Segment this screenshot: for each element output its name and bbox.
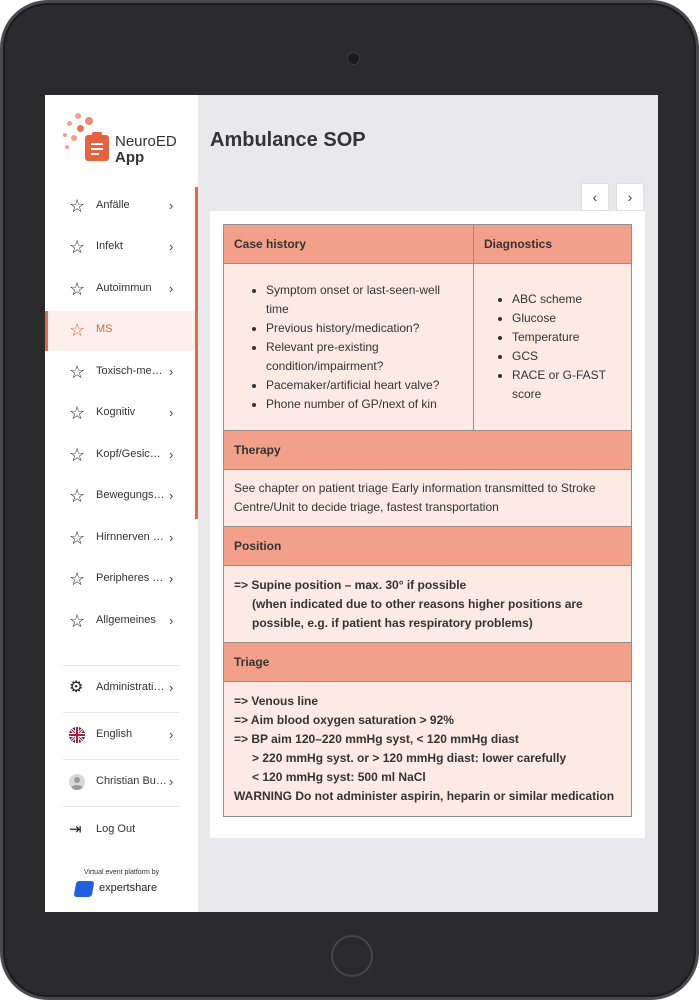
list-item: • Symptom onset or last-seen-well time: [266, 281, 463, 319]
gear-icon: ⚙: [69, 679, 84, 696]
triage-header: Triage: [224, 643, 632, 682]
triage-line: => Venous line: [234, 694, 319, 708]
star-icon: ☆: [69, 320, 86, 340]
chevron-right-icon: ›: [169, 281, 174, 296]
language-item[interactable]: [45, 716, 195, 756]
sidebar-item-label: Kognitiv: [96, 406, 136, 418]
powered-by-text: Virtual event platform by: [83, 869, 160, 876]
logo-title: NeuroED: [115, 133, 177, 150]
home-button[interactable]: [331, 935, 373, 977]
chevron-right-icon: ›: [169, 447, 174, 462]
chevron-right-icon: ›: [169, 613, 174, 628]
sidebar-item-label: Hirnnerven …: [96, 531, 164, 543]
expertshare-mark-icon: [74, 881, 95, 897]
list-item: • ABC scheme: [512, 290, 621, 309]
logout-icon: ⇥: [69, 821, 82, 838]
sop-table: [223, 224, 632, 817]
sidebar-item-label: Bewegungs…: [96, 489, 165, 501]
star-icon: ☆: [69, 528, 86, 548]
triage-line: > 220 mmHg syst. or > 120 mmHg diast: lower carefully: [252, 751, 567, 765]
position-note: (when indicated due to other reasons higher positions are possible, e.g. if patient has respiratory problems): [252, 596, 583, 630]
position-header: Position: [224, 527, 632, 566]
case-history-header: Case history: [224, 225, 474, 264]
user-item[interactable]: [45, 763, 195, 803]
page-title: Ambulance SOP: [210, 129, 366, 151]
list-item: • Temperature: [512, 328, 621, 347]
triage-line: => BP aim 120–220 mmHg syst, < 120 mmHg diast: [234, 732, 519, 746]
case-history-list: [234, 281, 463, 414]
star-icon: ☆: [69, 196, 86, 216]
star-icon: ☆: [69, 569, 86, 589]
chevron-right-icon: ›: [627, 189, 633, 205]
sidebar-item-infekt[interactable]: [45, 228, 195, 268]
main-content: [198, 95, 658, 912]
diagnostics-cell: [474, 264, 632, 431]
chevron-right-icon: ›: [169, 239, 174, 254]
camera: [347, 52, 360, 65]
avatar: [69, 774, 85, 790]
chevron-right-icon: ›: [169, 405, 174, 420]
chevron-left-icon: ‹: [592, 189, 598, 205]
logout-item[interactable]: [45, 811, 195, 851]
sop-card: [210, 211, 645, 838]
list-item: • Phone number of GP/next of kin: [266, 395, 463, 414]
star-icon: ☆: [69, 611, 86, 631]
divider: [63, 665, 179, 666]
chevron-right-icon: ›: [169, 530, 174, 545]
sidebar-item-label: Toxisch-me…: [96, 365, 163, 377]
chevron-right-icon: ›: [169, 727, 174, 742]
next-page-button[interactable]: [616, 183, 644, 211]
warning-label: WARNING: [234, 789, 292, 803]
sidebar-item-kognitiv[interactable]: [45, 394, 195, 434]
position-line: => Supine position – max. 30° if possible: [234, 577, 467, 592]
user-name-label: Christian Bu…: [96, 775, 167, 787]
list-item: • GCS: [512, 347, 621, 366]
diagnostics-list: [484, 290, 621, 404]
prev-page-button[interactable]: [581, 183, 609, 211]
case-history-cell: [224, 264, 474, 431]
logo-subtitle: App: [115, 149, 145, 166]
therapy-text: See chapter on patient triage Early information transmitted to Stroke Centre/Unit to decide triage, fastest transportation: [224, 470, 632, 527]
chevron-right-icon: ›: [169, 198, 174, 213]
star-icon: ☆: [69, 403, 86, 423]
chevron-right-icon: ›: [169, 364, 174, 379]
sidebar-item-label: Allgemeines: [96, 614, 156, 626]
sidebar: [45, 95, 198, 912]
clipboard-icon: [85, 135, 109, 161]
list-item: • RACE or G-FAST score: [512, 366, 621, 404]
chevron-right-icon: ›: [169, 680, 174, 695]
star-icon: ☆: [69, 362, 86, 382]
warning-line: [234, 787, 621, 806]
sidebar-item-ms[interactable]: [45, 311, 195, 351]
app-logo[interactable]: [63, 111, 183, 167]
sidebar-item-kopf[interactable]: [45, 436, 195, 476]
app-screen: [45, 95, 658, 912]
sidebar-item-hirnnerven[interactable]: [45, 519, 195, 559]
triage-line: < 120 mmHg syst: 500 ml NaCl: [252, 770, 426, 784]
star-icon: ☆: [69, 445, 86, 465]
divider: [63, 712, 179, 713]
position-cell: [224, 566, 632, 643]
sidebar-item-allgemeines[interactable]: [45, 602, 195, 642]
expertshare-wordmark: expertshare: [99, 882, 158, 894]
sidebar-item-autoimmun[interactable]: [45, 270, 195, 310]
sidebar-item-peripheres[interactable]: [45, 560, 195, 600]
chevron-right-icon: ›: [169, 774, 174, 789]
list-item: • Relevant pre-existing condition/impairment?: [266, 338, 463, 376]
sidebar-item-label: Autoimmun: [96, 282, 152, 294]
logout-label: Log Out: [96, 823, 136, 835]
triage-cell: [224, 682, 632, 817]
expertshare-logo[interactable]: [75, 879, 175, 899]
triage-line: => Aim blood oxygen saturation > 92%: [234, 713, 454, 727]
diagnostics-header: Diagnostics: [474, 225, 632, 264]
sidebar-item-label: Kopf/Gesic…: [96, 448, 161, 460]
sidebar-item-label: Peripheres …: [96, 572, 164, 584]
divider: [63, 806, 179, 807]
chevron-right-icon: ›: [169, 488, 174, 503]
sidebar-item-toxisch[interactable]: [45, 353, 195, 393]
sidebar-item-label: Infekt: [96, 240, 123, 252]
administration-label: Administrati…: [96, 681, 165, 693]
list-item: • Glucose: [512, 309, 621, 328]
chevron-right-icon: ›: [169, 571, 174, 586]
sidebar-item-bewegung[interactable]: [45, 477, 195, 517]
therapy-header: Therapy: [224, 431, 632, 470]
sidebar-item-anfaelle[interactable]: [45, 187, 195, 227]
divider: [63, 759, 179, 760]
star-icon: ☆: [69, 279, 86, 299]
language-label: English: [96, 728, 133, 740]
warning-text: Do not administer aspirin, heparin or similar medication: [292, 789, 615, 803]
list-item: • Pacemaker/artificial heart valve?: [266, 376, 463, 395]
administration-item[interactable]: [45, 669, 195, 709]
sidebar-item-label: MS: [96, 323, 113, 335]
star-icon: ☆: [69, 237, 86, 257]
sidebar-item-label: Anfälle: [96, 199, 130, 211]
star-icon: ☆: [69, 486, 86, 506]
uk-flag-icon: [69, 727, 85, 743]
list-item: • Previous history/medication?: [266, 319, 463, 338]
